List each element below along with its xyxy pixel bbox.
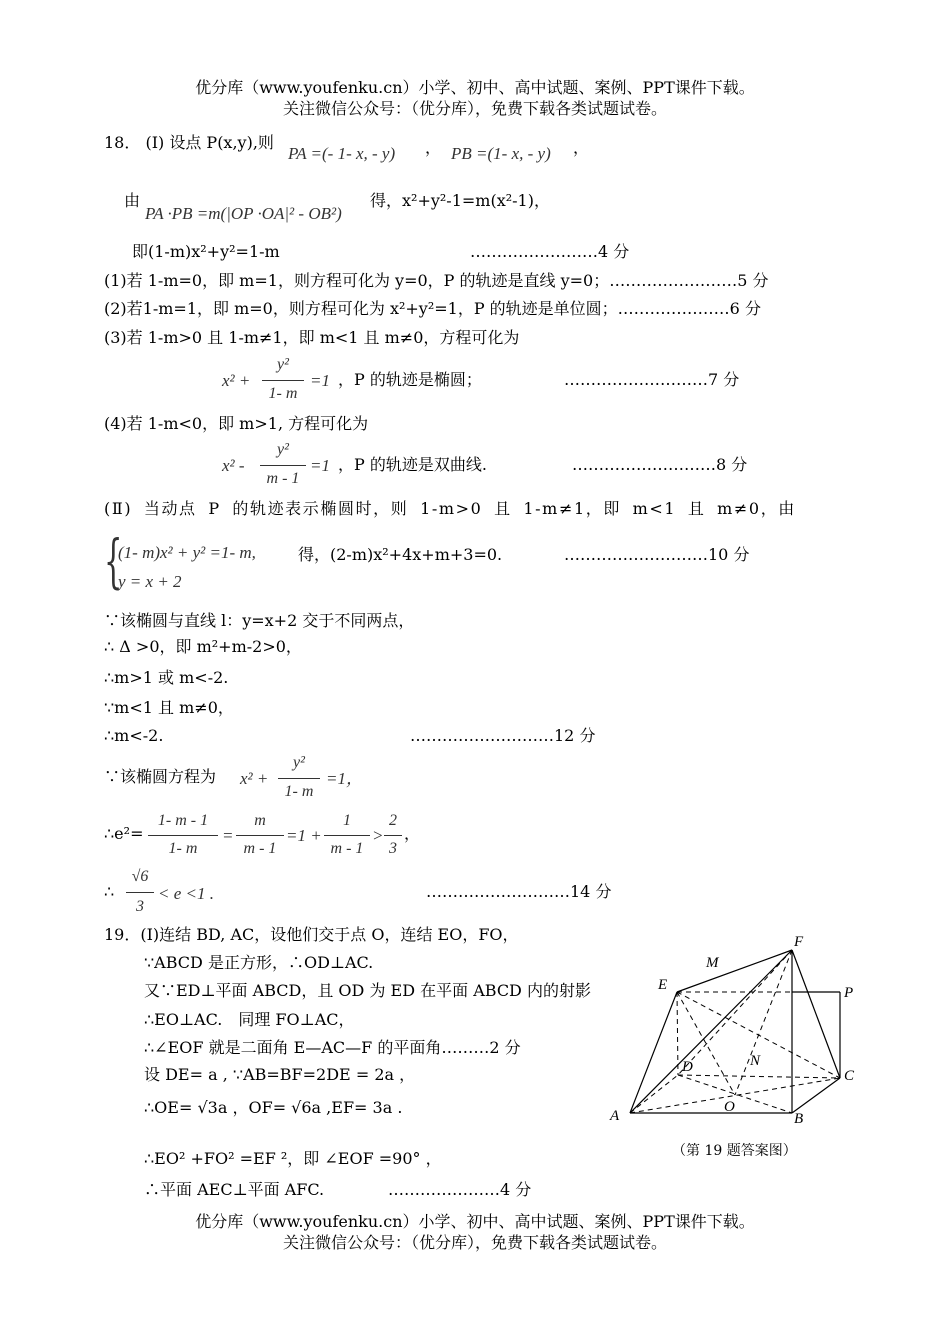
eq2-denominator: m - 1 <box>266 470 300 487</box>
figure-caption: （第 19 题答案图） <box>672 1143 797 1159</box>
range-num: √6 <box>131 868 149 885</box>
reason-4: ∵m<1 且 m≠0， <box>104 698 234 717</box>
label-o: O <box>724 1099 735 1115</box>
q19-line-8: ∴EO² +FO² =EF ²，即 ∠EOF =90° ， <box>144 1149 442 1168</box>
range-rest: < e <1 . <box>158 884 214 903</box>
q19-line-3: 又∵ED⊥平面 ABCD，且 OD 为 ED 在平面 ABCD 内的射影 <box>144 981 591 1000</box>
e-eq-2: =1 + <box>286 826 322 845</box>
system-result: 得，(2-m)x²+4x+m+3=0. <box>298 545 503 564</box>
q19-line-7: ∴OE= √3a ，OF= √6a ,EF= 3a . <box>144 1098 403 1117</box>
system-eq-1: (1- m)x² + y² =1- m, <box>118 543 256 562</box>
dashed-eo <box>677 992 735 1095</box>
q19-score-4: …………………4 分 <box>388 1180 532 1199</box>
label-f: F <box>794 934 804 950</box>
ellipse-eq-label: ∵该椭圆方程为 <box>104 767 217 786</box>
system-eq-2: y = x + 2 <box>118 572 182 591</box>
case-2: (2)若1-m=1，即 m=0，则方程可化为 x²+y²=1，P 的轨迹是单位圆；…………………6 分 <box>104 299 761 318</box>
q19-line-2: ∵ABCD 是正方形，∴OD⊥AC. <box>144 953 374 972</box>
label-d: D <box>682 1059 693 1075</box>
ellipse-eq-x: x² + <box>240 769 269 788</box>
e-den-1: 1- m <box>168 840 198 857</box>
case-4: (4)若 1-m<0，即 m>1, 方程可化为 <box>104 414 369 433</box>
e-eq-1: = <box>222 826 234 845</box>
fraction-bar <box>262 380 304 381</box>
eq1-numerator: y² <box>277 356 289 373</box>
fraction-bar <box>236 835 284 836</box>
case-3: (3)若 1-m>0 且 1-m≠1，即 m<1 且 m≠0，方程可化为 <box>104 328 520 347</box>
eq1-denominator: 1- m <box>268 385 298 402</box>
eq1-x: x² + <box>222 371 251 390</box>
part-2-intro: (Ⅱ) 当动点 P 的轨迹表示椭圆时，则 1-m>0 且 1-m≠1，即 m<1 且 m≠0，由 <box>104 499 796 518</box>
q18-you: 由 <box>124 191 141 210</box>
score-4: ……………………4 分 <box>470 242 630 261</box>
fraction-bar <box>148 835 218 836</box>
vector-pb: PB =(1- x, - y) <box>451 144 551 163</box>
q19-line-1: 19．(Ⅰ)连结 BD, AC，设他们交于点 O，连结 EO，FO， <box>104 925 519 944</box>
q19-line-4: ∴EO⊥AC. 同理 FO⊥AC， <box>144 1010 355 1029</box>
reason-2: ∴ Δ >0，即 m²+m-2>0， <box>104 637 302 656</box>
eq2-rhs: =1 <box>310 456 330 475</box>
score-14: ………………………14 分 <box>426 882 612 901</box>
eq1-text: ，P 的轨迹是椭圆； <box>338 370 482 389</box>
q19-line-6: 设 DE= a , ∵AB=BF=2DE = 2a ， <box>144 1065 416 1084</box>
reason-5: ∴m<-2. <box>104 726 164 745</box>
fraction-bar <box>126 892 154 893</box>
e-squared-label: ∴e²= <box>104 824 144 843</box>
comma: ， <box>425 138 442 157</box>
e-den-3: m - 1 <box>330 840 364 857</box>
fraction-bar <box>278 778 320 779</box>
score-7: ………………………7 分 <box>564 370 740 389</box>
label-a: A <box>610 1108 620 1124</box>
label-c: C <box>844 1068 855 1084</box>
dashed-fd <box>678 950 792 1075</box>
ellipse-eq-denominator: 1- m <box>284 783 314 800</box>
score-10: ………………………10 分 <box>564 545 750 564</box>
range-label: ∴ <box>104 882 115 901</box>
e-den-4: 3 <box>389 840 397 857</box>
dashed-fo <box>735 950 792 1095</box>
dashed-dc <box>678 1075 840 1078</box>
dashed-ac <box>630 1078 840 1113</box>
q18-condition: PA ·PB =m(|OP ·OA|² - OB²) <box>145 204 342 223</box>
reason-3: ∴m>1 或 m<-2. <box>104 668 229 687</box>
score-12: ………………………12 分 <box>410 726 596 745</box>
e-num-1: 1- m - 1 <box>157 812 209 829</box>
q18-result: 得，x²+y²-1=m(x²-1)， <box>370 191 550 210</box>
fraction-bar <box>260 465 306 466</box>
eq2-x: x² - <box>222 456 245 475</box>
reason-1: ∵该椭圆与直线 l：y=x+2 交于不同两点， <box>104 611 415 630</box>
e-num-4: 2 <box>389 812 397 829</box>
geometry-figure <box>600 925 870 1135</box>
ellipse-eq-rhs: =1， <box>326 769 363 788</box>
comma: ， <box>573 138 590 157</box>
footer-line-1: 优分库（www.youfenku.cn）小学、初中、高中试题、案例、PPT课件下载。 <box>195 1212 755 1231</box>
eq1-rhs: =1 <box>310 371 330 390</box>
header-line-1: 优分库（www.youfenku.cn）小学、初中、高中试题、案例、PPT课件下载。 <box>195 78 755 97</box>
e-end: ， <box>404 824 421 843</box>
eq2-numerator: y² <box>277 441 289 458</box>
edge-bc <box>792 1078 840 1113</box>
left-brace: { <box>104 527 123 595</box>
e-num-3: 1 <box>343 812 351 829</box>
e-gt: > <box>372 826 384 845</box>
label-p: P <box>844 985 854 1001</box>
eq2-text: ，P 的轨迹是双曲线. <box>338 455 487 474</box>
e-num-2: m <box>254 812 266 829</box>
label-e: E <box>658 977 668 993</box>
header-line-2: 关注微信公众号：（优分库），免费下载各类试题试卷。 <box>282 99 667 118</box>
edge-af <box>630 950 792 1113</box>
q18-equation: 即(1-m)x²+y²=1-m <box>132 242 280 261</box>
e-den-2: m - 1 <box>243 840 277 857</box>
q19-line-5: ∴∠EOF 就是二面角 E—AC—F 的平面角………2 分 <box>144 1038 521 1057</box>
fraction-bar <box>324 835 370 836</box>
dashed-ed <box>677 992 678 1075</box>
footer-line-2: 关注微信公众号：（优分库），免费下载各类试题试卷。 <box>282 1233 667 1252</box>
q18-intro: 18． (Ⅰ) 设点 P(x,y),则 <box>104 133 274 152</box>
score-8: ………………………8 分 <box>572 455 748 474</box>
range-den: 3 <box>136 898 144 915</box>
edge-fc <box>792 950 840 1078</box>
vector-pa: PA =(- 1- x, - y) <box>288 144 396 163</box>
q19-line-9: ∴平面 AEC⊥平面 AFC. <box>144 1180 325 1199</box>
fraction-bar <box>384 835 402 836</box>
label-b: B <box>794 1111 804 1127</box>
label-n: N <box>750 1053 761 1069</box>
edge-ef <box>677 950 792 992</box>
ellipse-eq-numerator: y² <box>293 754 305 771</box>
label-m: M <box>706 955 719 971</box>
case-1: (1)若 1-m=0，即 m=1，则方程可化为 y=0，P 的轨迹是直线 y=0；……………………5 分 <box>104 271 769 290</box>
